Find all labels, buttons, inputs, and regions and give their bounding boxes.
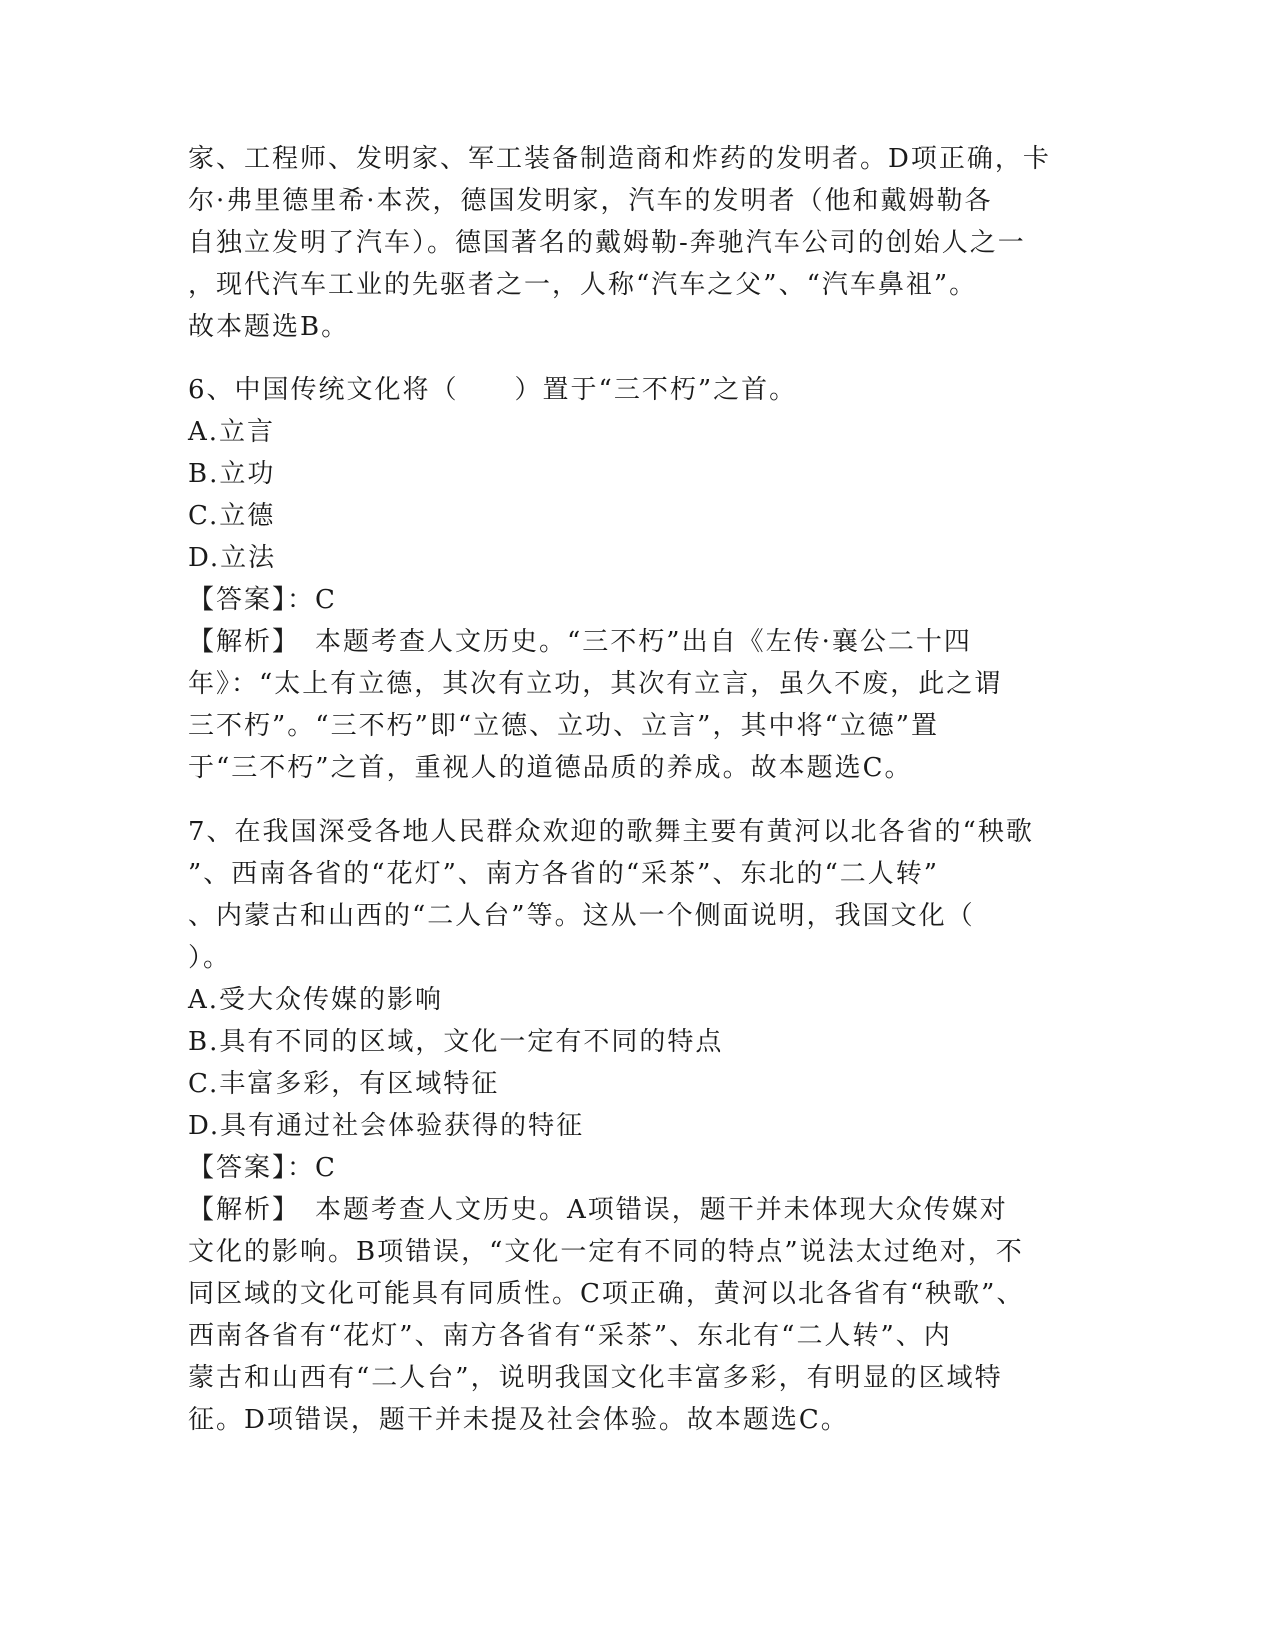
question-7-option-b: B.具有不同的区域，文化一定有不同的特点 — [188, 1027, 724, 1057]
question-6-analysis-line: 于“三不朽”之首，重视人的道德品质的养成。故本题选C。 — [188, 753, 913, 783]
question-7-stem-line: ”、西南各省的“花灯”、南方各省的“采茶”、东北的“二人转” — [188, 859, 940, 889]
question-7-analysis-line: 【解析】 本题考查人文历史。A项错误，题干并未体现大众传媒对 — [188, 1195, 1008, 1225]
question-6-option-c: C.立德 — [188, 501, 276, 531]
question-7-answer: 【答案】：C — [188, 1153, 337, 1183]
question-7-option-c: C.丰富多彩，有区域特征 — [188, 1069, 500, 1099]
question-6-option-d: D.立法 — [188, 543, 277, 573]
intro-line: 故本题选B。 — [188, 312, 350, 342]
question-6-analysis-line: 年》：“太上有立德，其次有立功，其次有立言，虽久不废，此之谓 — [188, 669, 1003, 699]
question-7-analysis-line: 文化的影响。B项错误，“文化一定有不同的特点”说法太过绝对，不 — [188, 1237, 1024, 1267]
intro-line: 尔·弗里德里希·本茨，德国发明家，汽车的发明者（他和戴姆勒各 — [188, 186, 993, 216]
intro-line: ，现代汽车工业的先驱者之一，人称“汽车之父”、“汽车鼻祖”。 — [188, 270, 978, 300]
question-7-option-d: D.具有通过社会体验获得的特征 — [188, 1111, 585, 1141]
question-7-stem-line: 、内蒙古和山西的“二人台”等。这从一个侧面说明，我国文化（ — [188, 901, 975, 931]
question-7-analysis-line: 同区域的文化可能具有同质性。C项正确，黄河以北各省有“秧歌”、 — [188, 1279, 1025, 1309]
question-6-option-b: B.立功 — [188, 459, 276, 489]
intro-line: 家、工程师、发明家、军工装备制造商和炸药的发明者。D项正确，卡 — [188, 144, 1051, 174]
question-7-analysis-line: 蒙古和山西有“二人台”，说明我国文化丰富多彩，有明显的区域特 — [188, 1363, 1003, 1393]
question-6-stem: 6、中国传统文化将（ ）置于“三不朽”之首。 — [188, 375, 798, 405]
question-7-stem-line: ）。 — [188, 943, 232, 973]
question-6-answer: 【答案】：C — [188, 585, 337, 615]
intro-line: 自独立发明了汽车）。德国著名的戴姆勒-奔驰汽车公司的创始人之一 — [188, 228, 1026, 258]
question-6-analysis-line: 【解析】 本题考查人文历史。“三不朽”出自《左传·襄公二十四 — [188, 627, 972, 657]
question-7-analysis-line: 西南各省有“花灯”、南方各省有“采茶”、东北有“二人转”、内 — [188, 1321, 952, 1351]
question-7-stem-line: 7、在我国深受各地人民群众欢迎的歌舞主要有黄河以北各省的“秧歌 — [188, 817, 1034, 847]
question-7-option-a: A.受大众传媒的影响 — [188, 985, 444, 1015]
question-6-option-a: A.立言 — [188, 417, 276, 447]
question-6-analysis-line: 三不朽”。“三不朽”即“立德、立功、立言”，其中将“立德”置 — [188, 711, 940, 741]
question-7-analysis-line: 征。D项错误，题干并未提及社会体验。故本题选C。 — [188, 1405, 849, 1435]
